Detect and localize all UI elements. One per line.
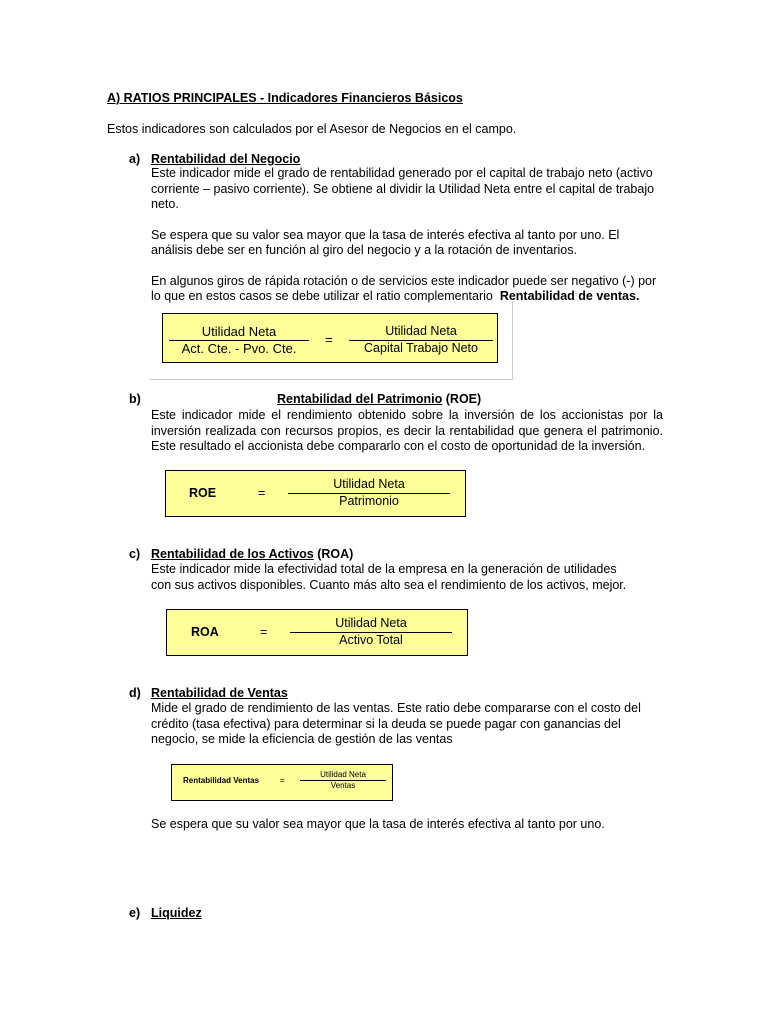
section-c-heading [151, 547, 353, 563]
formula-a-right-fraction [349, 324, 493, 356]
formula-c-label: ROA [191, 625, 219, 639]
section-e-heading [151, 906, 202, 922]
formula-a-box [162, 313, 498, 363]
section-a-paragraph-1: Este indicador mide el grado de rentabilidad generado por el capital de trabajo neto (activo corriente – pasivo corriente). Se obtiene al dividir la Utilidad Neta entre el capital de trabajo neto. [151, 166, 655, 211]
formula-c-box [166, 609, 468, 656]
formula-d-numerator: Utilidad Neta [320, 770, 366, 779]
formula-c-numerator: Utilidad Neta [335, 616, 407, 630]
section-e-heading-text: Liquidez [151, 906, 202, 920]
formula-c-equals: = [260, 625, 268, 639]
section-e-letter: e) [129, 906, 141, 920]
formula-a-right-numerator: Utilidad Neta [385, 324, 457, 338]
section-a-letter: a) [129, 152, 141, 166]
section-d-heading [151, 686, 288, 702]
formula-c-denominator: Activo Total [339, 632, 403, 647]
section-d-paragraph-1: Mide el grado de rendimiento de las ventas. Este ratio debe compararse con el costo del crédito (tasa efectiva) para determinar si la deuda se puede pagar con ganancias del negocio, se mide la eficiencia de gestión de las ventas [151, 701, 641, 746]
formula-b-equals: = [258, 486, 266, 500]
formula-a-right-denominator: Capital Trabajo Neto [364, 340, 478, 355]
formula-b-numerator: Utilidad Neta [333, 477, 405, 491]
formula-d-equals: = [280, 776, 285, 785]
formula-d-label: Rentabilidad Ventas [183, 776, 260, 785]
section-d-body [151, 701, 641, 748]
formula-b-label: ROE [189, 486, 217, 500]
formula-d-denominator: Ventas [330, 781, 356, 790]
formula-a-left-denominator: Act. Cte. - Pvo. Cte. [181, 340, 297, 356]
formula-a-equals: = [325, 332, 333, 347]
document-title: A) RATIOS PRINCIPALES - Indicadores Financieros Básicos [107, 91, 463, 105]
section-a-paragraph-3-text: En algunos giros de rápida rotación o de servicios este indicador puede ser negativo (-) por lo que en estos casos se debe utilizar el ratio complementario [151, 273, 657, 303]
section-b-heading [277, 392, 481, 408]
formula-c-fraction [290, 616, 452, 648]
section-a-body [151, 166, 663, 305]
formula-b-fraction [288, 477, 450, 509]
section-a-paragraph-2: Se espera que su valor sea mayor que la tasa de interés efectiva al tanto por uno. El análisis debe ser en función al giro del negocio y a la rotación de inventarios. [151, 227, 620, 257]
section-d-letter: d) [129, 686, 141, 700]
formula-d-fraction [300, 770, 386, 791]
section-b-body [151, 408, 663, 455]
section-c-heading-suffix: (ROA) [313, 547, 354, 561]
section-c-body [151, 562, 631, 593]
section-a-heading-text: Rentabilidad del Negocio [151, 152, 301, 166]
section-c-heading-text: Rentabilidad de los Activos [151, 547, 314, 561]
formula-d-box [171, 764, 393, 801]
section-c-letter: c) [129, 547, 141, 561]
section-d-after: Se espera que su valor sea mayor que la tasa de interés efectiva al tanto por uno. [151, 817, 605, 831]
section-a-bold-tail: Rentabilidad de ventas. [499, 289, 640, 303]
section-d-heading-text: Rentabilidad de Ventas [151, 686, 288, 700]
section-b-heading-suffix: (ROE) [442, 392, 482, 406]
section-b-heading-text: Rentabilidad del Patrimonio [277, 392, 443, 406]
section-b-paragraph-1: Este indicador mide el rendimiento obtenido sobre la inversión de los accionistas por la inversión realizada con recursos propios, es decir la rentabilidad que genera el patrimonio. Este resultado el accionista debe compararlo con el costo de oportunidad de la inversión. [151, 408, 663, 453]
formula-b-denominator: Patrimonio [339, 493, 399, 508]
section-b-letter: b) [129, 392, 141, 406]
formula-a-left-numerator: Utilidad Neta [201, 324, 277, 339]
section-c-paragraph-1: Este indicador mide la efectividad total de la empresa en la generación de utilidades con sus activos disponibles. Cuanto más alto sea el rendimiento de los activos, mejor. [151, 562, 627, 592]
section-a-paragraph-3 [151, 274, 663, 305]
intro-paragraph: Estos indicadores son calculados por el Asesor de Negocios en el campo. [107, 122, 517, 136]
formula-b-box [165, 470, 466, 517]
formula-a-left-fraction [169, 324, 309, 356]
